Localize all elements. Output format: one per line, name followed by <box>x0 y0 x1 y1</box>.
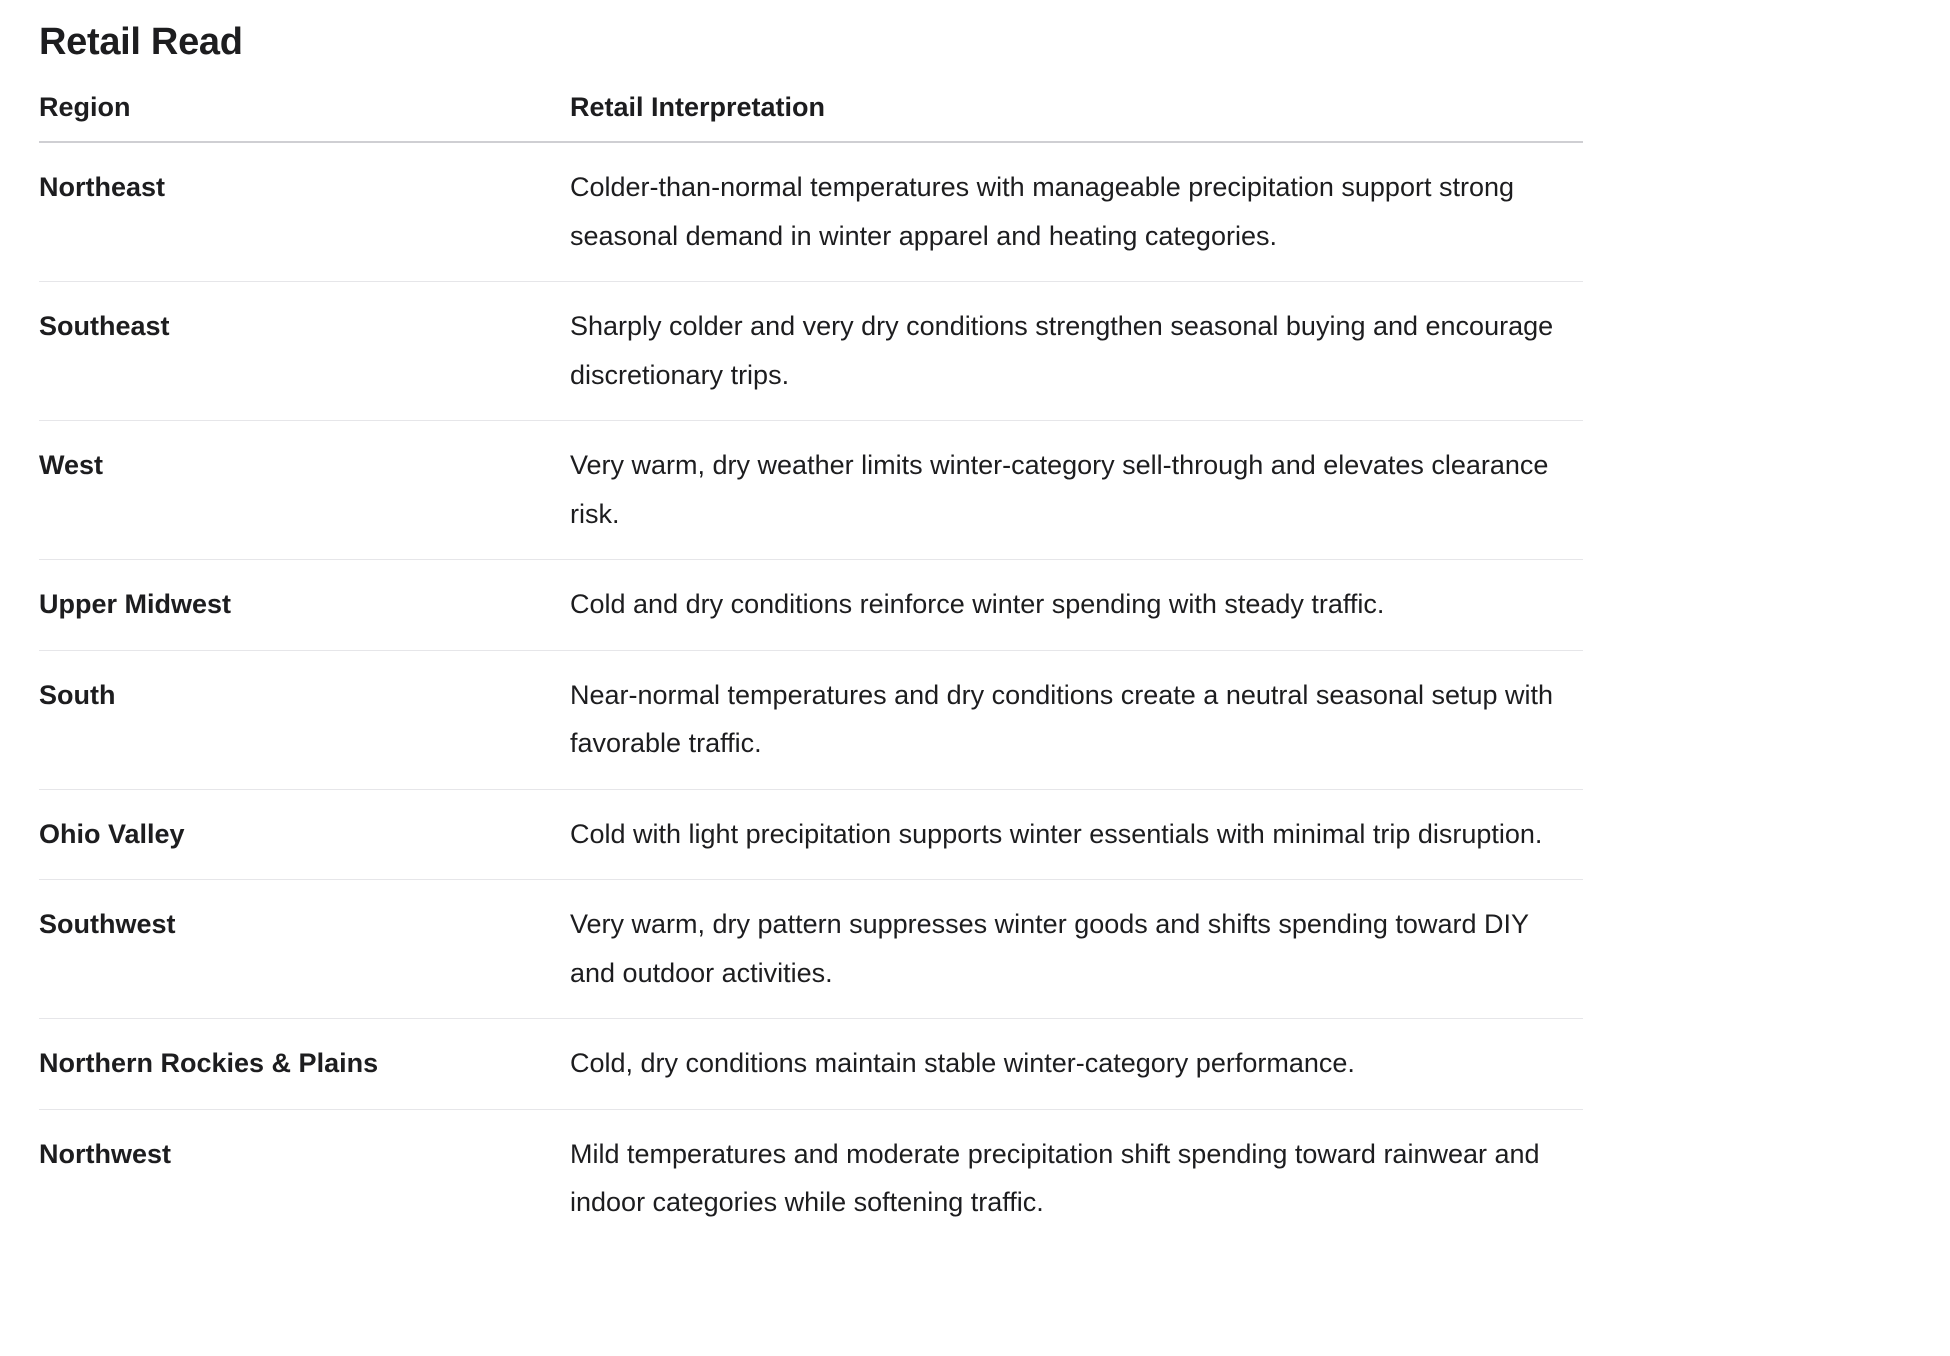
region-cell: Upper Midwest <box>39 560 570 651</box>
interpretation-cell: Cold and dry conditions reinforce winter spending with steady traffic. <box>570 560 1583 651</box>
interpretation-cell: Very warm, dry weather limits winter-category sell-through and elevates clearance risk. <box>570 421 1583 560</box>
table-row <box>39 650 1583 789</box>
table-row <box>39 282 1583 421</box>
interpretation-cell: Mild temperatures and moderate precipitation shift spending toward rainwear and indoor categories while softening traffic. <box>570 1138 1540 1217</box>
region-cell: Northeast <box>39 142 570 282</box>
table-row <box>39 1109 1583 1248</box>
region-cell: Northern Rockies & Plains <box>39 1019 570 1110</box>
retail-read-section <box>39 14 1583 1248</box>
table-header-row <box>39 70 1583 142</box>
page-title: Retail Read <box>39 21 243 63</box>
interpretation-cell: Colder-than-normal temperatures with manageable precipitation support strong seasonal demand in winter apparel and heating categories. <box>570 142 1583 282</box>
table-row <box>39 1019 1583 1110</box>
retail-read-table <box>39 70 1583 1248</box>
table-row <box>39 421 1583 560</box>
region-cell: West <box>39 421 570 560</box>
region-cell: South <box>39 650 570 789</box>
table-row <box>39 560 1583 651</box>
interpretation-cell: Very warm, dry pattern suppresses winter goods and shifts spending toward DIY and outdoor activities. <box>570 880 1583 1019</box>
interpretation-cell: Near-normal temperatures and dry conditions create a neutral seasonal setup with favorable traffic. <box>570 650 1583 789</box>
interpretation-cell: Cold with light precipitation supports winter essentials with minimal trip disruption. <box>570 789 1583 880</box>
column-header-region: Region <box>39 70 570 142</box>
region-cell: Southwest <box>39 880 570 1019</box>
region-cell: Ohio Valley <box>39 789 570 880</box>
table-row <box>39 789 1583 880</box>
column-header-retail-interpretation: Retail Interpretation <box>570 70 1583 142</box>
region-cell: Northwest <box>39 1138 172 1169</box>
interpretation-cell: Cold, dry conditions maintain stable winter-category performance. <box>570 1019 1583 1110</box>
table-row <box>39 880 1583 1019</box>
interpretation-cell: Sharply colder and very dry conditions strengthen seasonal buying and encourage discretionary trips. <box>570 282 1583 421</box>
table-row <box>39 142 1583 282</box>
region-cell: Southeast <box>39 282 570 421</box>
